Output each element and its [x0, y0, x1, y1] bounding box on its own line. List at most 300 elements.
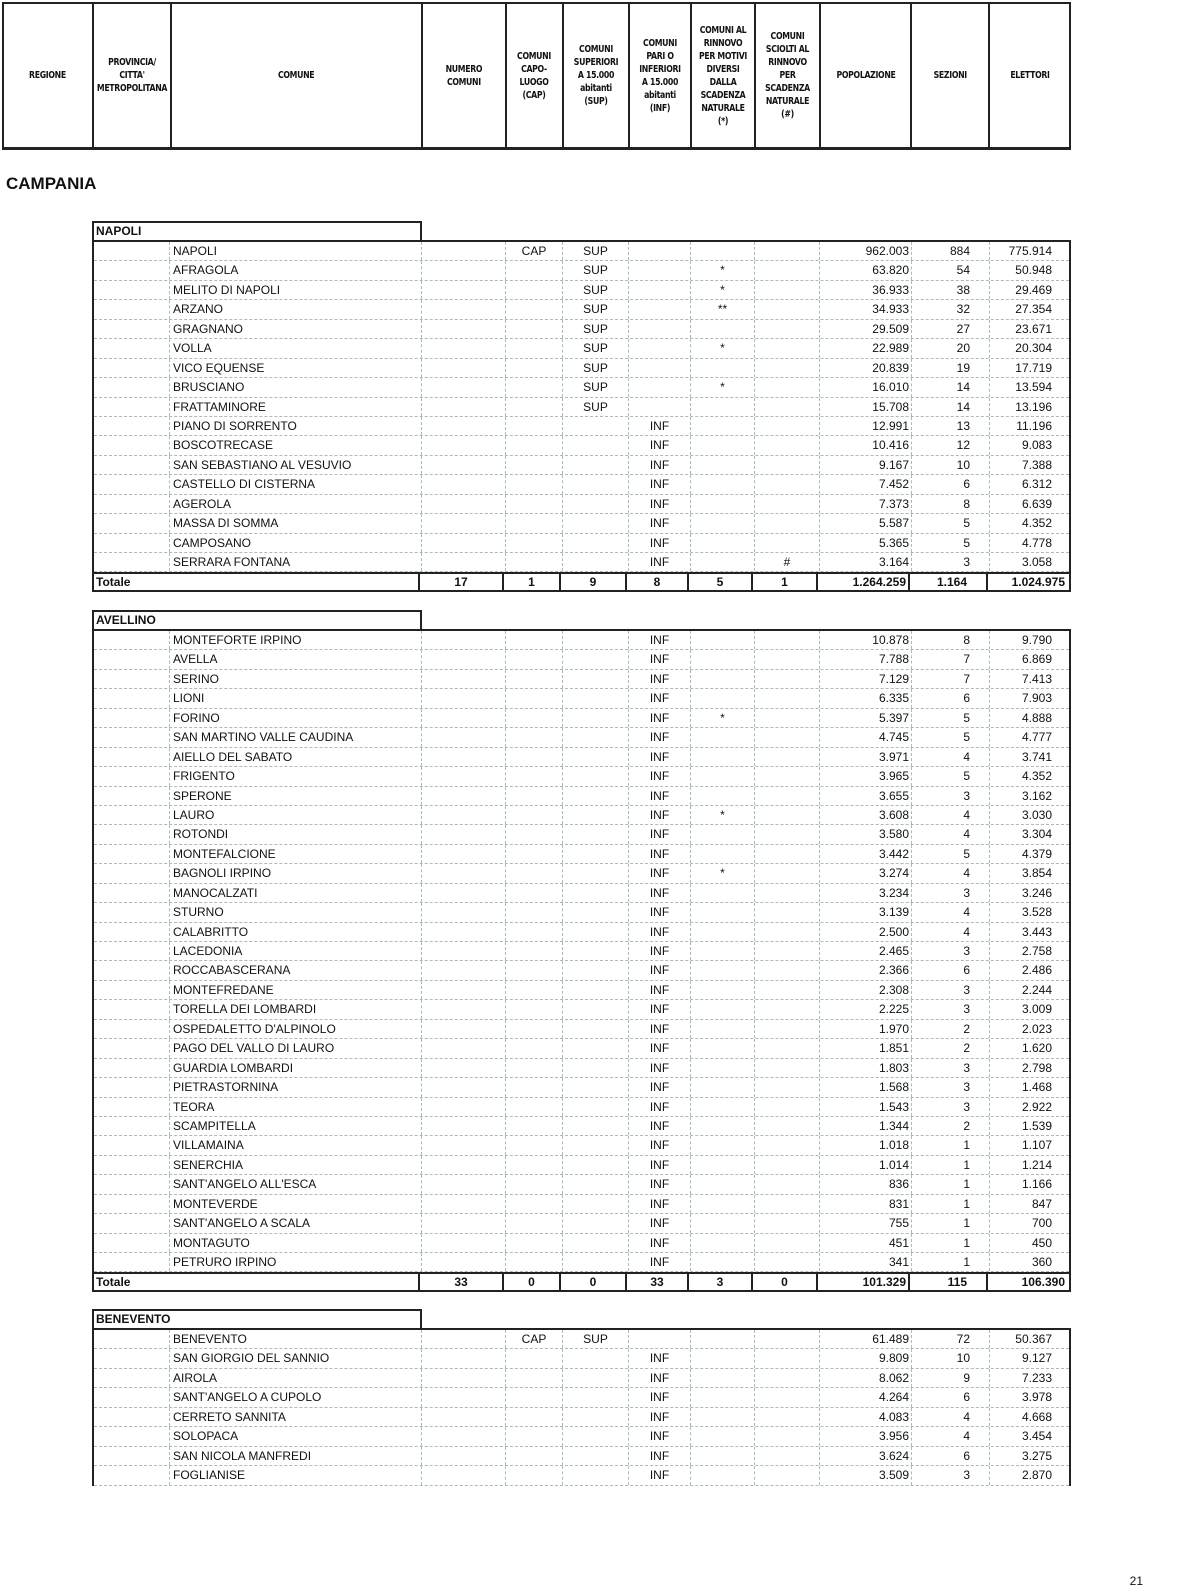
- cell-sciolti: [755, 670, 820, 688]
- cell-pop: 3.234: [820, 884, 912, 902]
- header-capoluogo: COMUNI CAPO-LUOGO (CAP): [507, 4, 564, 147]
- cell-cap: [506, 728, 563, 746]
- cell-elet: 2.486: [1021, 963, 1052, 978]
- cell-sup: SUP: [563, 320, 629, 338]
- cell-pop: 3.655: [820, 787, 912, 805]
- cell-sez: 3: [912, 884, 990, 902]
- cell-pop: 2.225: [820, 1000, 912, 1018]
- cell-pop: 1.851: [820, 1039, 912, 1057]
- cell-empty: [94, 514, 170, 532]
- cell-comune: TORELLA DEI LOMBARDI: [170, 1000, 422, 1018]
- province-section-napoli: [92, 221, 1071, 592]
- table-row: [94, 1020, 1069, 1039]
- cell-empty: [94, 923, 170, 941]
- total-sez: 1.164: [910, 574, 988, 590]
- cell-sciolti: [755, 534, 820, 552]
- cell-empty: [94, 689, 170, 707]
- cell-inf: INF: [629, 1349, 691, 1367]
- cell-comune: PAGO DEL VALLO DI LAURO: [170, 1039, 422, 1057]
- cell-inf: INF: [629, 1156, 691, 1174]
- cell-elet: 6.869: [1021, 652, 1052, 667]
- cell-elet: 2.023: [1021, 1021, 1052, 1036]
- cell-cap: [506, 1349, 563, 1367]
- table-row: [94, 709, 1069, 728]
- table-row: [94, 456, 1069, 475]
- cell-empty: [422, 884, 506, 902]
- cell-pop: 2.465: [820, 942, 912, 960]
- cell-sez: 3: [912, 787, 990, 805]
- cell-sez: 14: [912, 398, 990, 416]
- cell-inf: INF: [629, 495, 691, 513]
- cell-empty: [94, 728, 170, 746]
- cell-cap: [506, 1408, 563, 1426]
- cell-sez: 4: [912, 748, 990, 766]
- cell-elet: 3.454: [1021, 1429, 1052, 1444]
- cell-cap: [506, 398, 563, 416]
- cell-pop: 10.878: [820, 631, 912, 649]
- cell-sup: [563, 825, 629, 843]
- cell-sup: [563, 942, 629, 960]
- cell-empty: [422, 845, 506, 863]
- cell-empty: [422, 748, 506, 766]
- cell-sup: [563, 475, 629, 493]
- cell-motivi: [691, 1039, 755, 1057]
- cell-sup: [563, 417, 629, 435]
- cell-cap: [506, 339, 563, 357]
- cell-sciolti: [755, 261, 820, 279]
- cell-empty: [422, 398, 506, 416]
- total-sez: 115: [910, 1274, 988, 1290]
- cell-sup: SUP: [563, 339, 629, 357]
- cell-motivi: [691, 1408, 755, 1426]
- cell-elet: 1.620: [1021, 1041, 1052, 1056]
- cell-pop: 1.803: [820, 1059, 912, 1077]
- cell-sup: [563, 553, 629, 571]
- cell-empty: [422, 961, 506, 979]
- cell-pop: 1.344: [820, 1117, 912, 1135]
- cell-elet: 1.539: [1021, 1118, 1052, 1133]
- cell-inf: INF: [629, 1388, 691, 1406]
- cell-sup: [563, 514, 629, 532]
- cell-inf: INF: [629, 942, 691, 960]
- cell-empty: [94, 1408, 170, 1426]
- cell-pop: 61.489: [820, 1330, 912, 1348]
- cell-sez: 884: [912, 242, 990, 260]
- cell-motivi: [691, 631, 755, 649]
- cell-elet: 27.354: [1015, 302, 1052, 317]
- cell-empty: [422, 1369, 506, 1387]
- cell-inf: INF: [629, 1117, 691, 1135]
- cell-empty: [94, 961, 170, 979]
- cell-sciolti: [755, 884, 820, 902]
- cell-inf: INF: [629, 728, 691, 746]
- cell-comune: PETRURO IRPINO: [170, 1253, 422, 1271]
- table-row: [94, 359, 1069, 378]
- cell-cap: [506, 261, 563, 279]
- cell-motivi: [691, 1447, 755, 1465]
- cell-cap: [506, 787, 563, 805]
- cell-comune: LAURO: [170, 806, 422, 824]
- cell-sup: [563, 1000, 629, 1018]
- cell-empty: [422, 320, 506, 338]
- cell-sciolti: [755, 787, 820, 805]
- cell-sciolti: [755, 475, 820, 493]
- cell-sez: 6: [912, 689, 990, 707]
- cell-cap: [506, 436, 563, 454]
- cell-motivi: [691, 359, 755, 377]
- cell-cap: [506, 1214, 563, 1232]
- cell-sez: 4: [912, 903, 990, 921]
- table-row: [94, 514, 1069, 533]
- cell-motivi: [691, 689, 755, 707]
- cell-empty: [94, 261, 170, 279]
- cell-motivi: *: [691, 806, 755, 824]
- cell-cap: [506, 845, 563, 863]
- cell-motivi: [691, 1059, 755, 1077]
- cell-comune: GRAGNANO: [170, 320, 422, 338]
- cell-empty: [94, 495, 170, 513]
- cell-empty: [422, 728, 506, 746]
- cell-sup: [563, 767, 629, 785]
- table-row: [94, 981, 1069, 1000]
- cell-comune: OSPEDALETTO D'ALPINOLO: [170, 1020, 422, 1038]
- cell-cap: [506, 534, 563, 552]
- cell-cap: [506, 709, 563, 727]
- cell-motivi: [691, 1156, 755, 1174]
- cell-sez: 10: [912, 1349, 990, 1367]
- cell-pop: 8.062: [820, 1369, 912, 1387]
- cell-comune: CALABRITTO: [170, 923, 422, 941]
- cell-inf: INF: [629, 767, 691, 785]
- cell-inf: INF: [629, 961, 691, 979]
- cell-pop: 7.373: [820, 495, 912, 513]
- cell-comune: MONTEVERDE: [170, 1195, 422, 1213]
- header-superiori: COMUNI SUPERIORI A 15.000 abitanti (SUP): [564, 4, 630, 147]
- cell-sez: 5: [912, 514, 990, 532]
- cell-elet: 50.367: [1015, 1332, 1052, 1346]
- cell-pop: 3.956: [820, 1427, 912, 1445]
- table-row: [94, 864, 1069, 883]
- cell-pop: 3.965: [820, 767, 912, 785]
- cell-sciolti: [755, 359, 820, 377]
- cell-inf: INF: [629, 1408, 691, 1426]
- total-elet: 1.024.975: [1011, 575, 1065, 590]
- cell-empty: [94, 1000, 170, 1018]
- cell-sup: [563, 1234, 629, 1252]
- cell-cap: [506, 281, 563, 299]
- cell-sup: [563, 650, 629, 668]
- cell-cap: [506, 689, 563, 707]
- table-row: [94, 1098, 1069, 1117]
- cell-comune: BRUSCIANO: [170, 378, 422, 396]
- cell-sup: [563, 1388, 629, 1406]
- cell-sup: [563, 903, 629, 921]
- cell-empty: [94, 281, 170, 299]
- cell-comune: MONTAGUTO: [170, 1234, 422, 1252]
- cell-sez: 6: [912, 1388, 990, 1406]
- cell-motivi: [691, 514, 755, 532]
- cell-inf: INF: [629, 709, 691, 727]
- cell-empty: [422, 1447, 506, 1465]
- cell-empty: [422, 1466, 506, 1484]
- cell-elet: 2.758: [1021, 944, 1052, 958]
- cell-elet: 9.790: [1021, 633, 1052, 647]
- cell-cap: [506, 378, 563, 396]
- cell-empty: [94, 748, 170, 766]
- cell-motivi: [691, 1000, 755, 1018]
- cell-cap: [506, 320, 563, 338]
- cell-comune: ARZANO: [170, 300, 422, 318]
- table-row: [94, 1388, 1069, 1407]
- cell-empty: [94, 534, 170, 552]
- cell-sez: 10: [912, 456, 990, 474]
- cell-sup: [563, 709, 629, 727]
- cell-inf: INF: [629, 1253, 691, 1271]
- table-row: [94, 961, 1069, 980]
- cell-elet: 360: [1031, 1255, 1052, 1269]
- cell-empty: [94, 1195, 170, 1213]
- table-row: [94, 436, 1069, 455]
- cell-cap: [506, 1195, 563, 1213]
- cell-sez: 72: [912, 1330, 990, 1348]
- cell-comune: AIROLA: [170, 1369, 422, 1387]
- cell-comune: AGEROLA: [170, 495, 422, 513]
- cell-empty: [422, 942, 506, 960]
- cell-inf: INF: [629, 806, 691, 824]
- cell-pop: 34.933: [820, 300, 912, 318]
- province-name: NAPOLI: [92, 221, 422, 240]
- cell-inf: INF: [629, 1039, 691, 1057]
- cell-cap: [506, 456, 563, 474]
- cell-cap: [506, 806, 563, 824]
- cell-sez: 3: [912, 942, 990, 960]
- cell-sez: 14: [912, 378, 990, 396]
- cell-sup: [563, 1117, 629, 1135]
- cell-sciolti: [755, 1427, 820, 1445]
- cell-inf: INF: [629, 845, 691, 863]
- cell-empty: [94, 650, 170, 668]
- cell-sez: 5: [912, 767, 990, 785]
- region-title: CAMPANIA: [6, 174, 97, 193]
- cell-empty: [422, 261, 506, 279]
- cell-motivi: [691, 436, 755, 454]
- cell-sciolti: [755, 728, 820, 746]
- cell-sup: [563, 864, 629, 882]
- cell-empty: [94, 903, 170, 921]
- cell-comune: SENERCHIA: [170, 1156, 422, 1174]
- table-row: [94, 728, 1069, 747]
- cell-empty: [422, 456, 506, 474]
- cell-comune: FORINO: [170, 709, 422, 727]
- cell-sciolti: [755, 748, 820, 766]
- cell-empty: [422, 242, 506, 260]
- cell-pop: 962.003: [820, 242, 912, 260]
- cell-comune: LACEDONIA: [170, 942, 422, 960]
- cell-elet: 1.468: [1021, 1080, 1052, 1095]
- total-motivi: 5: [689, 574, 753, 590]
- table-row: [94, 1039, 1069, 1058]
- cell-empty: [94, 981, 170, 999]
- table-row: [94, 339, 1069, 358]
- cell-motivi: [691, 534, 755, 552]
- cell-cap: [506, 1059, 563, 1077]
- cell-sez: 2: [912, 1117, 990, 1135]
- cell-cap: [506, 495, 563, 513]
- cell-cap: [506, 670, 563, 688]
- cell-inf: [629, 242, 691, 260]
- cell-pop: 1.970: [820, 1020, 912, 1038]
- cell-sup: [563, 456, 629, 474]
- cell-motivi: [691, 728, 755, 746]
- cell-cap: [506, 514, 563, 532]
- cell-pop: 3.971: [820, 748, 912, 766]
- cell-comune: BENEVENTO: [170, 1330, 422, 1348]
- cell-motivi: [691, 650, 755, 668]
- table-row: [94, 1349, 1069, 1368]
- cell-inf: INF: [629, 1098, 691, 1116]
- cell-cap: [506, 1447, 563, 1465]
- cell-sciolti: [755, 1020, 820, 1038]
- cell-cap: [506, 1000, 563, 1018]
- cell-empty: [94, 1466, 170, 1484]
- cell-empty: [422, 339, 506, 357]
- cell-pop: 1.543: [820, 1098, 912, 1116]
- cell-pop: 16.010: [820, 378, 912, 396]
- cell-elet: 29.469: [1015, 282, 1052, 297]
- cell-pop: 4.083: [820, 1408, 912, 1426]
- cell-empty: [422, 300, 506, 318]
- cell-sez: 4: [912, 825, 990, 843]
- cell-empty: [94, 1214, 170, 1232]
- cell-empty: [422, 1156, 506, 1174]
- cell-pop: 341: [820, 1253, 912, 1271]
- table-row: [94, 1175, 1069, 1194]
- cell-sup: [563, 845, 629, 863]
- cell-elet: 9.127: [1021, 1351, 1052, 1366]
- table-row: [94, 825, 1069, 844]
- cell-comune: TEORA: [170, 1098, 422, 1116]
- cell-motivi: [691, 923, 755, 941]
- cell-inf: INF: [629, 1466, 691, 1484]
- table-header: [2, 2, 1071, 150]
- table-row: [94, 631, 1069, 650]
- cell-cap: [506, 1039, 563, 1057]
- cell-sup: [563, 1253, 629, 1271]
- cell-pop: 5.397: [820, 709, 912, 727]
- province-table: [92, 1328, 1071, 1486]
- cell-sciolti: #: [755, 553, 820, 571]
- cell-elet: 2.922: [1021, 1099, 1052, 1114]
- cell-cap: [506, 1234, 563, 1252]
- cell-sez: 3: [912, 1059, 990, 1077]
- cell-sciolti: [755, 942, 820, 960]
- cell-empty: [94, 1253, 170, 1271]
- total-inf: 33: [627, 1274, 689, 1290]
- cell-sup: [563, 1039, 629, 1057]
- table-row: [94, 1408, 1069, 1427]
- cell-pop: 5.587: [820, 514, 912, 532]
- province-table: [92, 240, 1071, 572]
- header-numero-comuni: NUMERO COMUNI: [423, 4, 507, 147]
- cell-empty: [422, 553, 506, 571]
- cell-elet: 23.671: [1015, 321, 1052, 336]
- cell-sup: [563, 1020, 629, 1038]
- cell-empty: [422, 689, 506, 707]
- cell-empty: [94, 1388, 170, 1406]
- cell-sez: 6: [912, 475, 990, 493]
- cell-empty: [422, 1330, 506, 1348]
- cell-sup: [563, 534, 629, 552]
- total-sup: 9: [561, 574, 627, 590]
- cell-inf: INF: [629, 1427, 691, 1445]
- cell-cap: CAP: [506, 242, 563, 260]
- cell-pop: 15.708: [820, 398, 912, 416]
- cell-elet: 4.668: [1021, 1409, 1052, 1424]
- total-sciolti: 0: [753, 1274, 818, 1290]
- cell-motivi: [691, 884, 755, 902]
- cell-elet: 6.639: [1021, 496, 1052, 511]
- cell-sez: 1: [912, 1136, 990, 1154]
- cell-sciolti: [755, 709, 820, 727]
- cell-motivi: *: [691, 864, 755, 882]
- cell-cap: [506, 748, 563, 766]
- cell-pop: 3.164: [820, 553, 912, 571]
- cell-sup: [563, 1136, 629, 1154]
- cell-sup: [563, 1349, 629, 1367]
- cell-elet: 3.275: [1021, 1448, 1052, 1463]
- cell-sup: SUP: [563, 359, 629, 377]
- cell-motivi: [691, 1098, 755, 1116]
- cell-elet: 3.246: [1021, 885, 1052, 900]
- cell-cap: [506, 884, 563, 902]
- table-row: [94, 689, 1069, 708]
- cell-comune: MONTEFALCIONE: [170, 845, 422, 863]
- cell-inf: INF: [629, 436, 691, 454]
- table-row: [94, 1156, 1069, 1175]
- cell-comune: VICO EQUENSE: [170, 359, 422, 377]
- cell-sup: [563, 961, 629, 979]
- cell-sez: 32: [912, 300, 990, 318]
- cell-elet: 50.948: [1015, 263, 1052, 278]
- cell-comune: LIONI: [170, 689, 422, 707]
- cell-empty: [422, 825, 506, 843]
- table-row: [94, 495, 1069, 514]
- cell-motivi: [691, 456, 755, 474]
- cell-pop: 1.568: [820, 1078, 912, 1096]
- cell-cap: [506, 1020, 563, 1038]
- cell-sez: 20: [912, 339, 990, 357]
- cell-inf: INF: [629, 1020, 691, 1038]
- cell-motivi: [691, 825, 755, 843]
- cell-pop: 755: [820, 1214, 912, 1232]
- cell-empty: [422, 1098, 506, 1116]
- cell-empty: [422, 923, 506, 941]
- cell-pop: 3.608: [820, 806, 912, 824]
- cell-comune: CAMPOSANO: [170, 534, 422, 552]
- table-row: [94, 1447, 1069, 1466]
- cell-empty: [94, 417, 170, 435]
- cell-empty: [94, 1427, 170, 1445]
- cell-comune: FRATTAMINORE: [170, 398, 422, 416]
- cell-cap: [506, 942, 563, 960]
- cell-inf: [629, 1330, 691, 1348]
- cell-motivi: [691, 981, 755, 999]
- cell-sez: 1: [912, 1234, 990, 1252]
- cell-inf: INF: [629, 670, 691, 688]
- cell-sciolti: [755, 903, 820, 921]
- cell-empty: [422, 475, 506, 493]
- cell-empty: [422, 670, 506, 688]
